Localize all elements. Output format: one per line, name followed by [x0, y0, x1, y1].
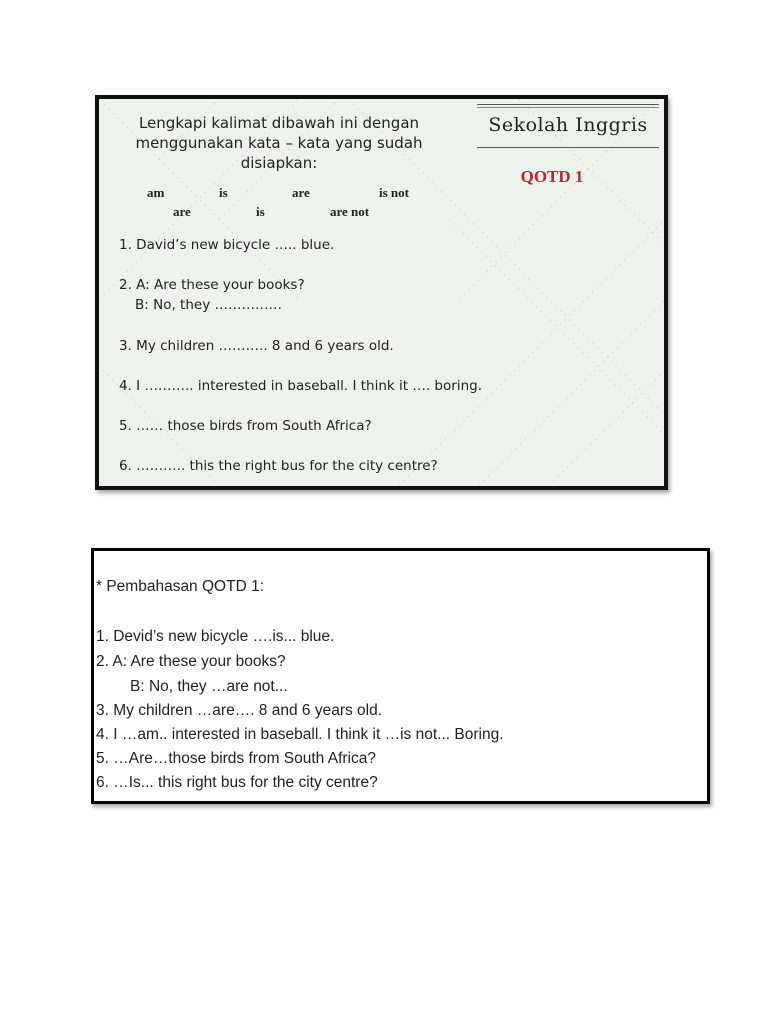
word-bank-item: are not — [330, 204, 370, 219]
word-bank-item: is — [219, 185, 228, 200]
answer-3: 3. My children …are…. 8 and 6 years old. — [96, 702, 383, 719]
question-3: 3. My children ……….. 8 and 6 years old. — [119, 338, 394, 354]
instruction-line: disiapkan: — [240, 154, 318, 172]
word-bank-item: are — [173, 204, 191, 219]
answer-5: 5. …Are…those birds from South Africa? — [96, 750, 376, 767]
brand-rule-top — [477, 104, 659, 105]
instruction-line: menggunakan kata – kata yang sudah — [135, 134, 423, 152]
answer-2b: B: No, they …are not... — [130, 678, 288, 695]
answer-6: 6. …Is... this right bus for the city centre? — [96, 774, 378, 791]
word-bank-item: is — [256, 204, 265, 219]
answers-title: * Pembahasan QOTD 1: — [96, 578, 264, 595]
qotd-badge: QOTD 1 — [520, 167, 584, 186]
question-2b: B: No, they …………… — [135, 297, 282, 313]
word-bank-item: am — [147, 185, 165, 200]
qotd-worksheet-card — [95, 95, 668, 490]
answer-1: 1. Devid’s new bicycle ….is... blue. — [96, 628, 335, 645]
brand-rule-top-inner — [477, 107, 659, 108]
question-2a: 2. A: Are these your books? — [119, 277, 305, 293]
answer-4: 4. I …am.. interested in baseball. I think it …is not... Boring. — [96, 726, 504, 743]
question-5: 5. …… those birds from South Africa? — [119, 418, 372, 434]
question-6: 6. ……….. this the right bus for the city centre? — [119, 458, 438, 474]
instruction-text — [109, 113, 449, 173]
word-bank-item: is not — [379, 185, 409, 200]
answers-card — [91, 548, 710, 804]
question-4: 4. I ……….. interested in baseball. I think it …. boring. — [119, 378, 482, 394]
answer-2a: 2. A: Are these your books? — [96, 653, 286, 670]
instruction-line: Lengkapi kalimat dibawah ini dengan — [138, 114, 420, 132]
question-1: 1. David’s new bicycle ….. blue. — [119, 237, 335, 253]
word-bank-item: are — [292, 185, 310, 200]
brand-title: Sekolah Inggris — [488, 114, 648, 136]
brand-rule-bottom — [477, 147, 659, 148]
